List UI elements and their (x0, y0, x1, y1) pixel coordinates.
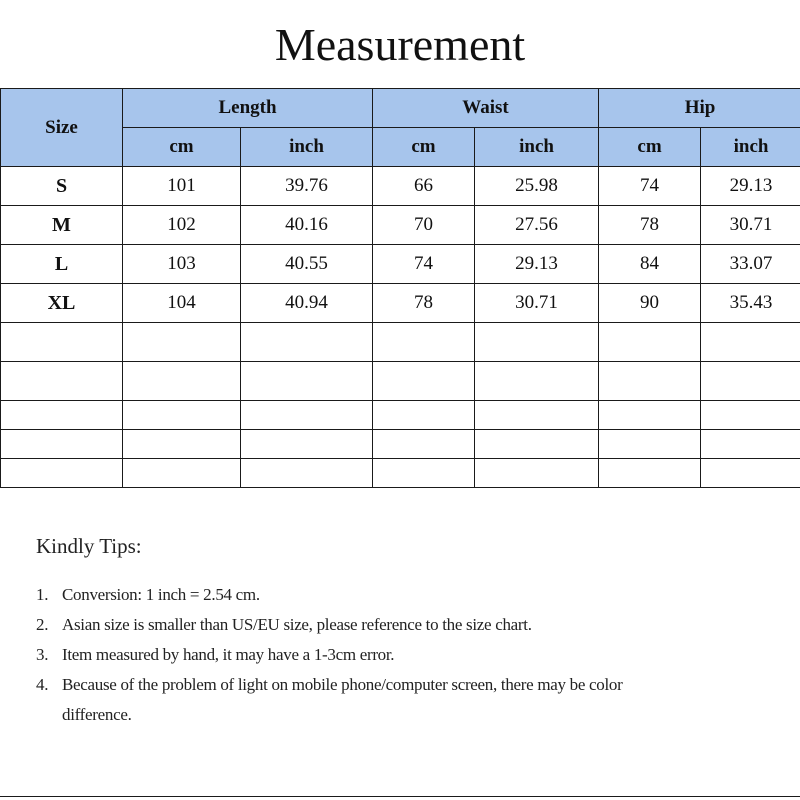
empty-cell (599, 401, 701, 430)
tip-number: 3. (36, 645, 49, 664)
empty-cell (241, 459, 373, 488)
table-row (1, 206, 800, 245)
page-title: Measurement (274, 19, 526, 70)
table-row (1, 245, 800, 284)
unit-header: cm (373, 128, 475, 167)
empty-cell (701, 362, 800, 401)
value-cell: 30.71 (701, 206, 800, 245)
value-cell: 70 (373, 206, 475, 245)
value-cell: 74 (373, 245, 475, 284)
table-row (1, 167, 800, 206)
table-row (1, 284, 800, 323)
unit-header: inch (475, 128, 599, 167)
empty-cell (475, 459, 599, 488)
value-cell: 29.13 (475, 245, 599, 284)
waist-group-header: Waist (373, 89, 599, 128)
empty-cell (373, 362, 475, 401)
length-group-header: Length (123, 89, 373, 128)
table-header-row (1, 89, 800, 128)
empty-cell (475, 323, 599, 362)
empty-table-row (1, 459, 800, 488)
hip-group-header: Hip (599, 89, 800, 128)
tips-heading: Kindly Tips: (36, 534, 142, 558)
size-cell: S (1, 167, 123, 206)
value-cell: 39.76 (241, 167, 373, 206)
empty-cell (701, 459, 800, 488)
empty-cell (475, 401, 599, 430)
size-cell: XL (1, 284, 123, 323)
tip-item (36, 670, 676, 730)
empty-cell (1, 323, 123, 362)
empty-cell (123, 401, 241, 430)
tip-text: Asian size is smaller than US/EU size, please reference to the size chart. (62, 615, 532, 634)
value-cell: 90 (599, 284, 701, 323)
unit-header: cm (599, 128, 701, 167)
value-cell: 40.55 (241, 245, 373, 284)
unit-header: cm (123, 128, 241, 167)
empty-cell (599, 323, 701, 362)
value-cell: 40.94 (241, 284, 373, 323)
value-cell: 101 (123, 167, 241, 206)
empty-cell (373, 323, 475, 362)
value-cell: 104 (123, 284, 241, 323)
empty-cell (123, 459, 241, 488)
empty-cell (475, 430, 599, 459)
empty-cell (599, 362, 701, 401)
value-cell: 33.07 (701, 245, 800, 284)
empty-cell (701, 401, 800, 430)
empty-cell (241, 430, 373, 459)
tip-text: Item measured by hand, it may have a 1-3cm error. (62, 645, 395, 664)
unit-header: inch (241, 128, 373, 167)
size-cell: L (1, 245, 123, 284)
empty-cell (599, 430, 701, 459)
tips-list (36, 580, 676, 730)
value-cell: 27.56 (475, 206, 599, 245)
empty-cell (123, 362, 241, 401)
empty-table-row (1, 362, 800, 401)
size-cell: M (1, 206, 123, 245)
empty-cell (373, 401, 475, 430)
bottom-divider (0, 796, 800, 797)
empty-cell (599, 459, 701, 488)
tip-text: Conversion: 1 inch = 2.54 cm. (62, 585, 260, 604)
empty-cell (373, 430, 475, 459)
tip-text: Because of the problem of light on mobile phone/computer screen, there may be color difference. (62, 675, 623, 724)
empty-cell (1, 401, 123, 430)
tip-number: 4. (36, 675, 49, 694)
empty-cell (475, 362, 599, 401)
tip-item (36, 580, 676, 610)
empty-cell (1, 362, 123, 401)
empty-cell (123, 430, 241, 459)
empty-cell (1, 430, 123, 459)
empty-cell (701, 323, 800, 362)
empty-cell (373, 459, 475, 488)
empty-cell (1, 459, 123, 488)
empty-cell (241, 401, 373, 430)
empty-table-row (1, 323, 800, 362)
empty-cell (123, 323, 241, 362)
value-cell: 78 (373, 284, 475, 323)
value-cell: 78 (599, 206, 701, 245)
empty-table-row (1, 430, 800, 459)
tip-item (36, 610, 676, 640)
value-cell: 40.16 (241, 206, 373, 245)
value-cell: 103 (123, 245, 241, 284)
empty-table-row (1, 401, 800, 430)
tip-number: 1. (36, 585, 49, 604)
value-cell: 66 (373, 167, 475, 206)
size-column-header: Size (1, 89, 123, 167)
value-cell: 35.43 (701, 284, 800, 323)
value-cell: 30.71 (475, 284, 599, 323)
empty-cell (241, 362, 373, 401)
value-cell: 84 (599, 245, 701, 284)
tip-number: 2. (36, 615, 49, 634)
unit-header: inch (701, 128, 800, 167)
value-cell: 29.13 (701, 167, 800, 206)
value-cell: 25.98 (475, 167, 599, 206)
size-chart-table (0, 88, 800, 488)
value-cell: 102 (123, 206, 241, 245)
value-cell: 74 (599, 167, 701, 206)
empty-cell (241, 323, 373, 362)
empty-cell (701, 430, 800, 459)
tip-item (36, 640, 676, 670)
